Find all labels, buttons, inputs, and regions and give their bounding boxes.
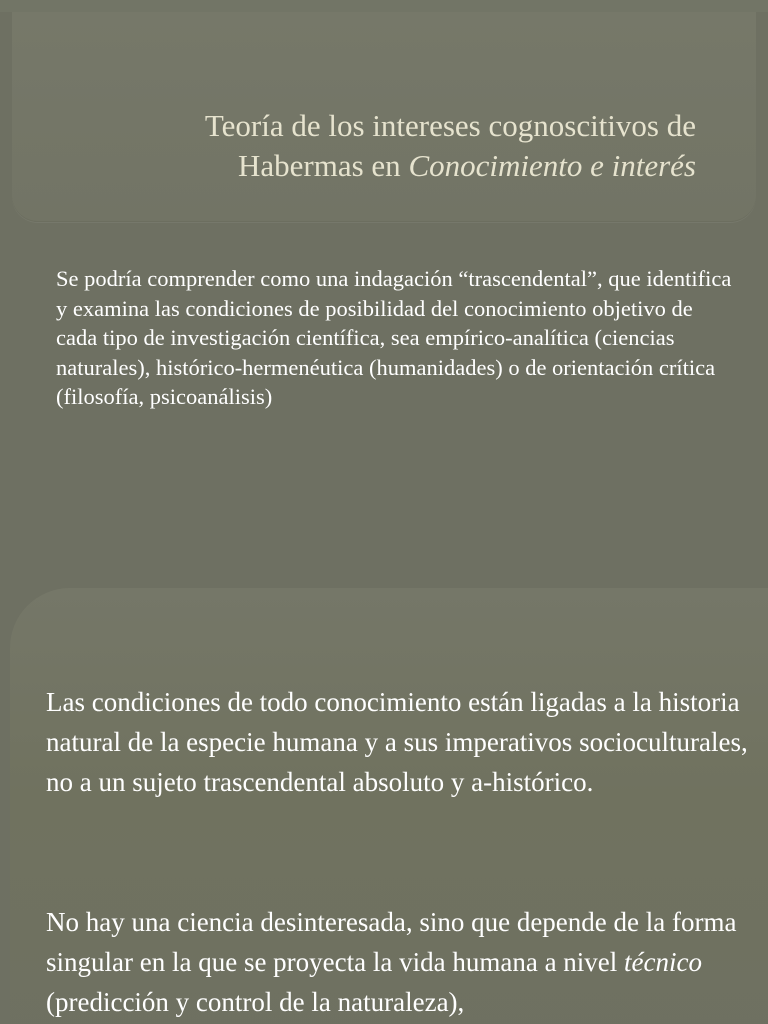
paragraph-2-italic: técnico — [624, 947, 703, 977]
slide-2 — [0, 512, 768, 1024]
paragraph-1: Las condiciones de todo conocimiento están ligadas a la historia natural de la especie humana y a sus imperativos socioculturales, no a un sujeto trascendental absoluto y a-histórico. — [46, 687, 748, 797]
slide-body-text: Se podría comprender como una indagación “trascendental”, que identifica y examina las condiciones de posibilidad del conocimiento objetivo de cada tipo de investigación científica, sea empírico-analítica (ciencias naturales), histórico-hermenéutica (humanidades) o de orientación crítica (filosofía, psicoanálisis) — [56, 266, 732, 409]
slide-title — [56, 106, 696, 186]
paragraph-2 — [46, 902, 766, 1022]
slide-top-strip — [0, 0, 768, 12]
title-line-2-italic: Conocimiento e interés — [408, 148, 696, 183]
paragraph-2-before: No hay una ciencia desinteresada, sino que depende de la forma singular en la que se proyecta la vida humana a nivel — [46, 907, 737, 977]
title-line-2-plain: Habermas en — [238, 148, 409, 183]
title-line-1: Teoría de los intereses cognoscitivos de — [204, 108, 696, 143]
paragraph-2-after: (predicción y control de la naturaleza), — [46, 987, 465, 1017]
